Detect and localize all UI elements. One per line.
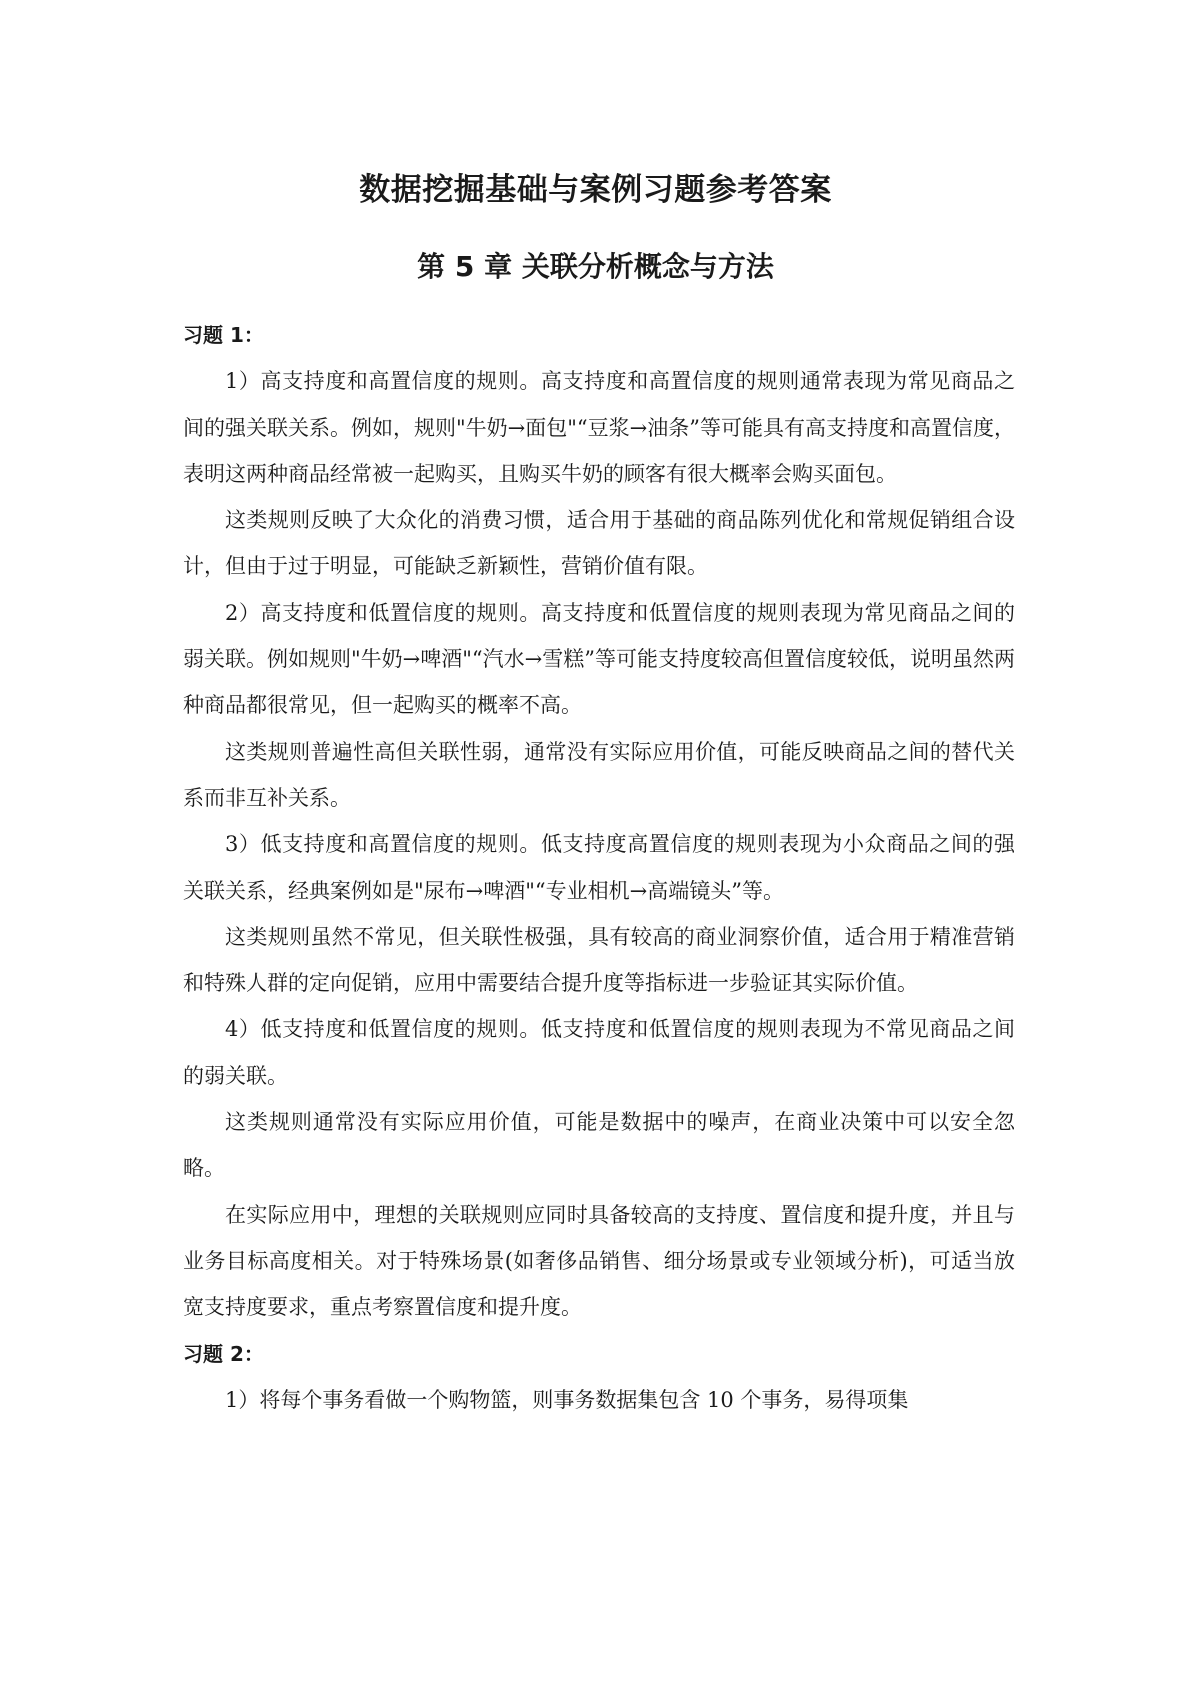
exercise-2-heading: 习题 2： — [183, 1341, 264, 1366]
paragraph: 2）高支持度和低置信度的规则。高支持度和低置信度的规则表现为常见商品之间的弱关联。例如规则"牛奶→啤酒"“汽水→雪糕”等可能支持度较高但置信度较低，说明虽然两种商品都很常见，但一起购买的概率不高。 — [183, 600, 1015, 718]
paragraph: 这类规则反映了大众化的消费习惯，适合用于基础的商品陈列优化和常规促销组合设计，但由于过于明显，可能缺乏新颖性，营销价值有限。 — [183, 508, 1015, 579]
document-title: 数据挖掘基础与案例习题参考答案 — [359, 172, 832, 208]
exercise-1-heading: 习题 1： — [183, 323, 264, 347]
paragraph: 这类规则普遍性高但关联性弱，通常没有实际应用价值，可能反映商品之间的替代关系而非互补关系。 — [183, 739, 1015, 810]
paragraph: 在实际应用中，理想的关联规则应同时具备较高的支持度、置信度和提升度，并且与业务目标高度相关。对于特殊场景(如奢侈品销售、细分场景或专业领域分析)，可适当放宽支持度要求，重点考察置信度和提升度。 — [183, 1202, 1015, 1320]
document-body — [183, 312, 1015, 1423]
paragraph: 这类规则虽然不常见，但关联性极强，具有较高的商业洞察价值，适合用于精准营销和特殊人群的定向促销，应用中需要结合提升度等指标进一步验证其实际价值。 — [183, 924, 1015, 996]
paragraph: 4）低支持度和低置信度的规则。低支持度和低置信度的规则表现为不常见商品之间的弱关联。 — [183, 1017, 1015, 1088]
paragraph: 这类规则通常没有实际应用价值，可能是数据中的噪声，在商业决策中可以安全忽略。 — [183, 1110, 1015, 1181]
paragraph: 3）低支持度和高置信度的规则。低支持度高置信度的规则表现为小众商品之间的强关联关系，经典案例如是"尿布→啤酒"“专业相机→高端镜头”等。 — [183, 832, 1015, 903]
paragraph: 1）高支持度和高置信度的规则。高支持度和高置信度的规则通常表现为常见商品之间的强关联关系。例如，规则"牛奶→面包"“豆浆→油条”等可能具有高支持度和高置信度，表明这两种商品经常被一起购买，且购买牛奶的顾客有很大概率会购买面包。 — [183, 369, 1015, 486]
paragraph: 1）将每个事务看做一个购物篮，则事务数据集包含 10 个事务，易得项集 — [225, 1387, 909, 1412]
chapter-title: 第 5 章 关联分析概念与方法 — [417, 250, 774, 283]
